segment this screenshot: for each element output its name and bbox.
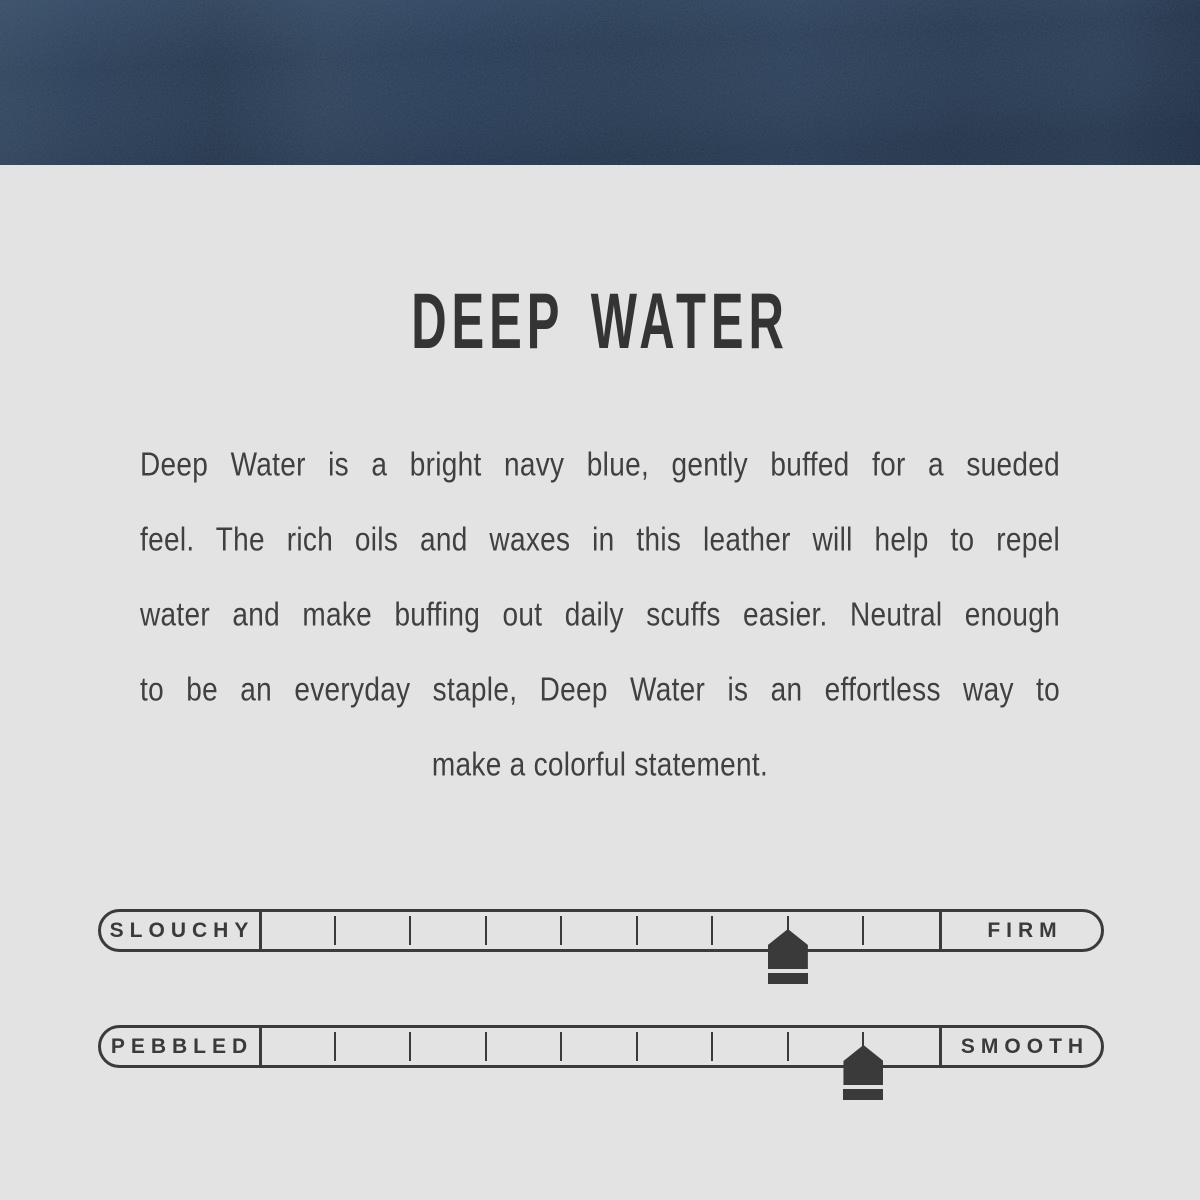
scale-right-label: SMOOTH [960,1034,1090,1058]
scale-tick [409,1032,411,1061]
description-line: Deep Water is a bright navy blue, gently buffed for a sueded [140,446,1060,483]
scale-left-divider [259,909,262,952]
scale-marker [768,929,808,984]
marker-pointer-icon [843,1045,883,1085]
scale-tick [560,1032,562,1061]
scale-tick [787,1032,789,1061]
description-line: feel. The rich oils and waxes in this leather will help to repel [140,521,1060,558]
description-line: water and make buffing out daily scuffs easier. Neutral enough [140,596,1060,633]
scale-left-label: SLOUCHY [109,918,255,942]
leather-texture-graphic [0,0,1200,165]
description-line: to be an everyday staple, Deep Water is an effortless way to [140,671,1060,708]
scale-right-label: FIRM [987,918,1063,942]
scale-tick [560,916,562,945]
scale-left-divider [259,1025,262,1068]
scale-tick [636,1032,638,1061]
scale-tick [409,916,411,945]
description-line: make a colorful statement. [431,746,769,783]
marker-base-bar [768,973,808,984]
scale-marker [843,1045,883,1100]
scale-tick [711,916,713,945]
color-description [140,427,1060,802]
scale-tick [862,916,864,945]
scale-tick [711,1032,713,1061]
scale-left-label: PEBBLED [110,1034,254,1058]
scale-tick [334,916,336,945]
scale-tick [485,1032,487,1061]
marker-base-bar [843,1089,883,1100]
slouchy-firm-scale [98,909,1104,952]
page-title: DEEP WATER [411,276,789,365]
scale-tick [334,1032,336,1061]
marker-pointer-icon [768,929,808,969]
scale-tick [485,916,487,945]
scale-tick [636,916,638,945]
leather-texture-image [0,0,1200,165]
pebbled-smooth-scale [98,1025,1104,1068]
